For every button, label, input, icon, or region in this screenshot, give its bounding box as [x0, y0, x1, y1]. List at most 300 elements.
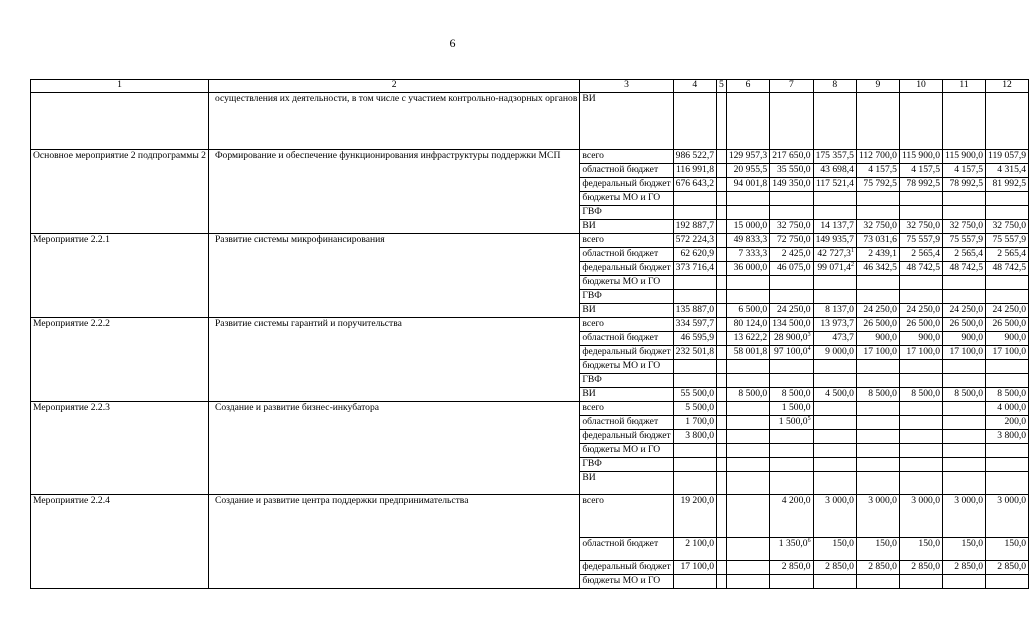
value-text: 26 500,0: [906, 318, 940, 329]
value-text: 14 137,7: [820, 220, 854, 231]
funding-source-cell: областной бюджет: [580, 538, 673, 561]
value-cell: [717, 402, 727, 416]
value-cell: [770, 262, 813, 276]
value-cell: [717, 290, 727, 304]
value-cell: [717, 150, 727, 164]
value-cell: [726, 472, 769, 495]
value-cell: [673, 472, 716, 495]
value-text: 42 727,3: [817, 248, 851, 259]
value-cell: [899, 458, 942, 472]
value-text: 2 565,4: [997, 248, 1027, 259]
funding-source-cell: всего: [580, 495, 673, 538]
value-text: 1 500,0: [778, 416, 808, 427]
value-cell: [943, 220, 986, 234]
value-cell: [770, 206, 813, 220]
value-text: 15 000,0: [733, 220, 768, 231]
value-cell: [673, 262, 716, 276]
value-cell: [943, 178, 986, 192]
value-text: 134 500,0: [772, 318, 811, 329]
value-cell: [770, 538, 813, 561]
value-cell: [813, 248, 856, 262]
value-cell: [770, 220, 813, 234]
value-text: 175 357,5: [815, 150, 854, 161]
footnote-mark: 1: [850, 247, 854, 254]
value-cell: [770, 458, 813, 472]
value-text: 24 250,0: [906, 304, 940, 315]
value-text: 8 500,0: [911, 388, 940, 399]
value-cell: [813, 472, 856, 495]
value-cell: [673, 206, 716, 220]
event-name-cell: Мероприятие 2.2.1: [31, 234, 209, 318]
event-description-cell: Развитие системы микрофинансирования: [208, 234, 579, 318]
value-text: 119 057,9: [988, 150, 1027, 161]
value-cell: [943, 495, 986, 538]
value-cell: [899, 206, 942, 220]
value-text: 4 500,0: [825, 388, 854, 399]
value-cell: [813, 206, 856, 220]
value-cell: [770, 388, 813, 402]
value-cell: [726, 346, 769, 360]
value-cell: [943, 164, 986, 178]
footnote-mark: 6: [807, 537, 811, 544]
value-cell: [717, 575, 727, 589]
funding-source-cell: бюджеты МО и ГО: [580, 575, 673, 589]
value-cell: [673, 360, 716, 374]
value-cell: [770, 444, 813, 458]
value-text: 8 500,0: [738, 388, 768, 399]
value-cell: [899, 304, 942, 318]
value-cell: [899, 192, 942, 206]
value-cell: [899, 402, 942, 416]
value-text: 129 957,3: [728, 150, 768, 161]
value-cell: [673, 416, 716, 430]
value-cell: [856, 472, 899, 495]
value-cell: [813, 416, 856, 430]
funding-source-cell: ГВФ: [580, 290, 673, 304]
value-cell: [986, 192, 1029, 206]
funding-source-cell: всего: [580, 234, 673, 248]
value-text: 46 595,9: [680, 332, 715, 343]
value-text: 32 750,0: [906, 220, 940, 231]
value-cell: [943, 402, 986, 416]
table-row: [31, 318, 1029, 332]
value-cell: [943, 93, 986, 150]
column-header: 1: [31, 80, 209, 93]
value-cell: [813, 318, 856, 332]
value-cell: [717, 538, 727, 561]
value-cell: [943, 290, 986, 304]
value-cell: [726, 416, 769, 430]
value-text: 192 887,7: [675, 220, 715, 231]
value-cell: [899, 388, 942, 402]
value-text: 900,0: [1004, 332, 1027, 343]
value-cell: [673, 178, 716, 192]
value-text: 3 000,0: [954, 495, 984, 506]
funding-source-cell: бюджеты МО и ГО: [580, 276, 673, 290]
continuation-row: [31, 93, 1029, 150]
value-text: 75 792,5: [863, 178, 897, 189]
value-cell: [673, 575, 716, 589]
funding-source-cell: бюджеты МО и ГО: [580, 360, 673, 374]
value-cell: [726, 360, 769, 374]
event-description-cell: Создание и развитие бизнес-инкубатора: [208, 402, 579, 495]
value-cell: [673, 444, 716, 458]
value-cell: [856, 444, 899, 458]
value-cell: [899, 430, 942, 444]
value-cell: [899, 164, 942, 178]
value-cell: [717, 472, 727, 495]
funding-source-cell: ВИ: [580, 93, 673, 150]
value-cell: [943, 472, 986, 495]
table-row: [31, 402, 1029, 416]
value-text: 150,0: [875, 538, 897, 549]
value-cell: [673, 220, 716, 234]
value-cell: [673, 430, 716, 444]
value-cell: [986, 234, 1029, 248]
value-cell: [673, 388, 716, 402]
value-text: 17 100,0: [680, 561, 715, 572]
value-text: 334 597,7: [675, 318, 715, 329]
value-text: 17 100,0: [906, 346, 940, 357]
value-text: 48 742,5: [992, 262, 1027, 273]
value-cell: [673, 248, 716, 262]
value-cell: [770, 332, 813, 346]
value-cell: [943, 374, 986, 388]
value-text: 115 900,0: [901, 150, 940, 161]
value-text: 1 350,0: [778, 538, 808, 549]
value-cell: [717, 220, 727, 234]
value-cell: [673, 150, 716, 164]
value-cell: [726, 206, 769, 220]
value-text: 4 157,5: [954, 164, 984, 175]
value-cell: [943, 346, 986, 360]
value-text: 3 000,0: [868, 495, 897, 506]
value-cell: [813, 458, 856, 472]
value-cell: [856, 178, 899, 192]
value-cell: [717, 178, 727, 192]
value-cell: [856, 430, 899, 444]
value-text: 4 157,5: [868, 164, 897, 175]
value-cell: [717, 360, 727, 374]
value-cell: [899, 262, 942, 276]
value-text: 55 500,0: [680, 388, 715, 399]
event-name-cell: Основное мероприятие 2 подпрограммы 2: [31, 150, 209, 234]
value-text: 900,0: [875, 332, 897, 343]
value-cell: [717, 346, 727, 360]
value-cell: [899, 318, 942, 332]
value-cell: [726, 150, 769, 164]
value-cell: [813, 262, 856, 276]
value-cell: [986, 575, 1029, 589]
value-text: 58 001,8: [733, 346, 768, 357]
value-cell: [986, 93, 1029, 150]
value-text: 112 700,0: [858, 150, 897, 161]
value-text: 900,0: [918, 332, 940, 343]
value-cell: [717, 332, 727, 346]
value-cell: [726, 178, 769, 192]
value-cell: [986, 472, 1029, 495]
value-cell: [673, 332, 716, 346]
value-cell: [856, 318, 899, 332]
value-cell: [673, 192, 716, 206]
value-text: 135 887,0: [675, 304, 715, 315]
value-cell: [986, 276, 1029, 290]
value-cell: [943, 248, 986, 262]
value-cell: [717, 374, 727, 388]
column-number-row: [31, 80, 1029, 93]
value-cell: [673, 234, 716, 248]
value-cell: [726, 234, 769, 248]
event-description-cell: Формирование и обеспечение функционирования инфраструктуры поддержки МСП: [208, 150, 579, 234]
value-cell: [770, 318, 813, 332]
value-text: 99 071,4: [817, 262, 851, 273]
value-cell: [770, 150, 813, 164]
column-header: 2: [208, 80, 579, 93]
value-text: 62 620,9: [680, 248, 715, 259]
value-cell: [717, 262, 727, 276]
funding-source-cell: ГВФ: [580, 458, 673, 472]
value-text: 2 850,0: [825, 561, 854, 572]
value-cell: [726, 458, 769, 472]
value-cell: [899, 248, 942, 262]
value-text: 94 001,8: [733, 178, 768, 189]
value-cell: [899, 575, 942, 589]
funding-source-cell: ВИ: [580, 304, 673, 318]
value-text: 48 742,5: [906, 262, 940, 273]
value-cell: [986, 388, 1029, 402]
value-text: 149 935,7: [815, 234, 854, 245]
funding-source-cell: всего: [580, 402, 673, 416]
value-cell: [813, 332, 856, 346]
value-text: 19 200,0: [680, 495, 715, 506]
value-text: 32 750,0: [776, 220, 811, 231]
value-cell: [673, 561, 716, 575]
value-cell: [856, 332, 899, 346]
value-cell: [717, 561, 727, 575]
value-cell: [943, 416, 986, 430]
value-text: 26 500,0: [949, 318, 984, 329]
value-cell: [986, 262, 1029, 276]
value-cell: [673, 402, 716, 416]
value-cell: [813, 192, 856, 206]
footnote-mark: 2: [850, 261, 854, 268]
value-cell: [813, 561, 856, 575]
value-cell: [813, 430, 856, 444]
value-cell: [943, 561, 986, 575]
funding-source-cell: ВИ: [580, 472, 673, 495]
value-cell: [770, 430, 813, 444]
value-cell: [943, 318, 986, 332]
funding-source-cell: федеральный бюджет: [580, 262, 673, 276]
value-cell: [856, 458, 899, 472]
column-header: 5: [717, 80, 727, 93]
value-cell: [986, 495, 1029, 538]
value-cell: [856, 561, 899, 575]
value-cell: [813, 178, 856, 192]
value-cell: [856, 402, 899, 416]
budget-table: [30, 79, 1029, 589]
value-cell: [770, 192, 813, 206]
footnote-mark: 5: [807, 415, 811, 422]
value-cell: [717, 93, 727, 150]
value-text: 3 800,0: [685, 430, 715, 441]
value-cell: [856, 374, 899, 388]
value-cell: [717, 318, 727, 332]
table-row: [31, 150, 1029, 164]
value-text: 46 342,5: [863, 262, 897, 273]
value-text: 986 522,7: [675, 150, 715, 161]
table-row: [31, 495, 1029, 538]
value-cell: [856, 248, 899, 262]
value-cell: [856, 416, 899, 430]
value-text: 3 000,0: [825, 495, 854, 506]
value-text: 43 698,4: [820, 164, 854, 175]
value-text: 17 100,0: [949, 346, 984, 357]
value-text: 4 315,4: [997, 164, 1027, 175]
value-cell: [726, 444, 769, 458]
value-cell: [856, 150, 899, 164]
value-text: 8 500,0: [781, 388, 811, 399]
value-text: 2 850,0: [781, 561, 811, 572]
value-cell: [726, 561, 769, 575]
value-cell: [770, 290, 813, 304]
value-cell: [943, 304, 986, 318]
value-cell: [813, 290, 856, 304]
value-text: 2 850,0: [868, 561, 897, 572]
value-cell: [717, 164, 727, 178]
value-cell: [986, 290, 1029, 304]
value-cell: [726, 164, 769, 178]
value-cell: [986, 206, 1029, 220]
value-text: 78 992,5: [906, 178, 940, 189]
value-text: 75 557,9: [992, 234, 1027, 245]
event-description-cell: осуществления их деятельности, в том числе с участием контрольно-надзорных органов: [208, 93, 579, 150]
value-cell: [770, 276, 813, 290]
value-cell: [726, 575, 769, 589]
funding-source-cell: областной бюджет: [580, 332, 673, 346]
value-text: 2 850,0: [911, 561, 940, 572]
value-text: 8 500,0: [868, 388, 897, 399]
value-text: 75 557,9: [949, 234, 984, 245]
value-cell: [726, 430, 769, 444]
value-cell: [856, 192, 899, 206]
value-cell: [813, 538, 856, 561]
funding-source-cell: ГВФ: [580, 374, 673, 388]
value-cell: [717, 234, 727, 248]
value-cell: [726, 220, 769, 234]
column-header: 12: [986, 80, 1029, 93]
value-cell: [813, 150, 856, 164]
value-cell: [770, 234, 813, 248]
value-cell: [726, 402, 769, 416]
value-cell: [986, 318, 1029, 332]
value-cell: [943, 206, 986, 220]
value-cell: [726, 374, 769, 388]
value-text: 73 031,6: [863, 234, 897, 245]
value-text: 20 955,5: [733, 164, 768, 175]
value-text: 4 157,5: [911, 164, 940, 175]
value-cell: [717, 495, 727, 538]
value-cell: [673, 346, 716, 360]
value-text: 2 850,0: [997, 561, 1027, 572]
value-cell: [943, 575, 986, 589]
value-cell: [726, 495, 769, 538]
value-text: 13 973,7: [820, 318, 854, 329]
column-header: 9: [856, 80, 899, 93]
value-text: 97 100,0: [773, 346, 808, 357]
funding-source-cell: бюджеты МО и ГО: [580, 192, 673, 206]
event-name-cell: [31, 93, 209, 150]
value-cell: [717, 248, 727, 262]
value-cell: [899, 290, 942, 304]
value-text: 4 000,0: [997, 402, 1027, 413]
value-cell: [813, 360, 856, 374]
value-text: 9 000,0: [825, 346, 854, 357]
value-text: 150,0: [918, 538, 940, 549]
value-cell: [856, 388, 899, 402]
value-cell: [986, 374, 1029, 388]
value-cell: [986, 220, 1029, 234]
value-cell: [986, 332, 1029, 346]
value-cell: [856, 276, 899, 290]
value-cell: [856, 164, 899, 178]
value-text: 572 224,3: [675, 234, 715, 245]
value-cell: [986, 561, 1029, 575]
value-cell: [813, 346, 856, 360]
value-text: 217 650,0: [772, 150, 811, 161]
funding-source-cell: областной бюджет: [580, 416, 673, 430]
value-cell: [986, 430, 1029, 444]
value-cell: [943, 262, 986, 276]
value-text: 35 550,0: [776, 164, 811, 175]
value-text: 373 716,4: [675, 262, 715, 273]
value-text: 150,0: [1004, 538, 1027, 549]
value-cell: [726, 304, 769, 318]
column-header: 3: [580, 80, 673, 93]
value-cell: [813, 388, 856, 402]
value-text: 32 750,0: [992, 220, 1027, 231]
value-cell: [986, 164, 1029, 178]
value-text: 3 000,0: [911, 495, 940, 506]
value-cell: [717, 388, 727, 402]
value-text: 8 137,0: [825, 304, 854, 315]
value-cell: [856, 290, 899, 304]
value-text: 900,0: [961, 332, 984, 343]
value-cell: [813, 234, 856, 248]
event-name-cell: Мероприятие 2.2.2: [31, 318, 209, 402]
column-header: 7: [770, 80, 813, 93]
value-text: 2 439,1: [868, 248, 897, 259]
footnote-mark: 3: [807, 331, 811, 338]
value-cell: [943, 458, 986, 472]
funding-source-cell: федеральный бюджет: [580, 561, 673, 575]
value-cell: [986, 416, 1029, 430]
value-cell: [943, 234, 986, 248]
value-text: 46 075,0: [776, 262, 811, 273]
value-cell: [726, 93, 769, 150]
value-cell: [770, 374, 813, 388]
value-text: 78 992,5: [949, 178, 984, 189]
value-cell: [856, 234, 899, 248]
value-cell: [673, 458, 716, 472]
value-text: 1 700,0: [685, 416, 715, 427]
column-header: 10: [899, 80, 942, 93]
value-text: 75 557,9: [906, 234, 940, 245]
value-cell: [726, 538, 769, 561]
value-text: 2 100,0: [685, 538, 715, 549]
value-text: 2 850,0: [954, 561, 984, 572]
value-text: 6 500,0: [738, 304, 768, 315]
